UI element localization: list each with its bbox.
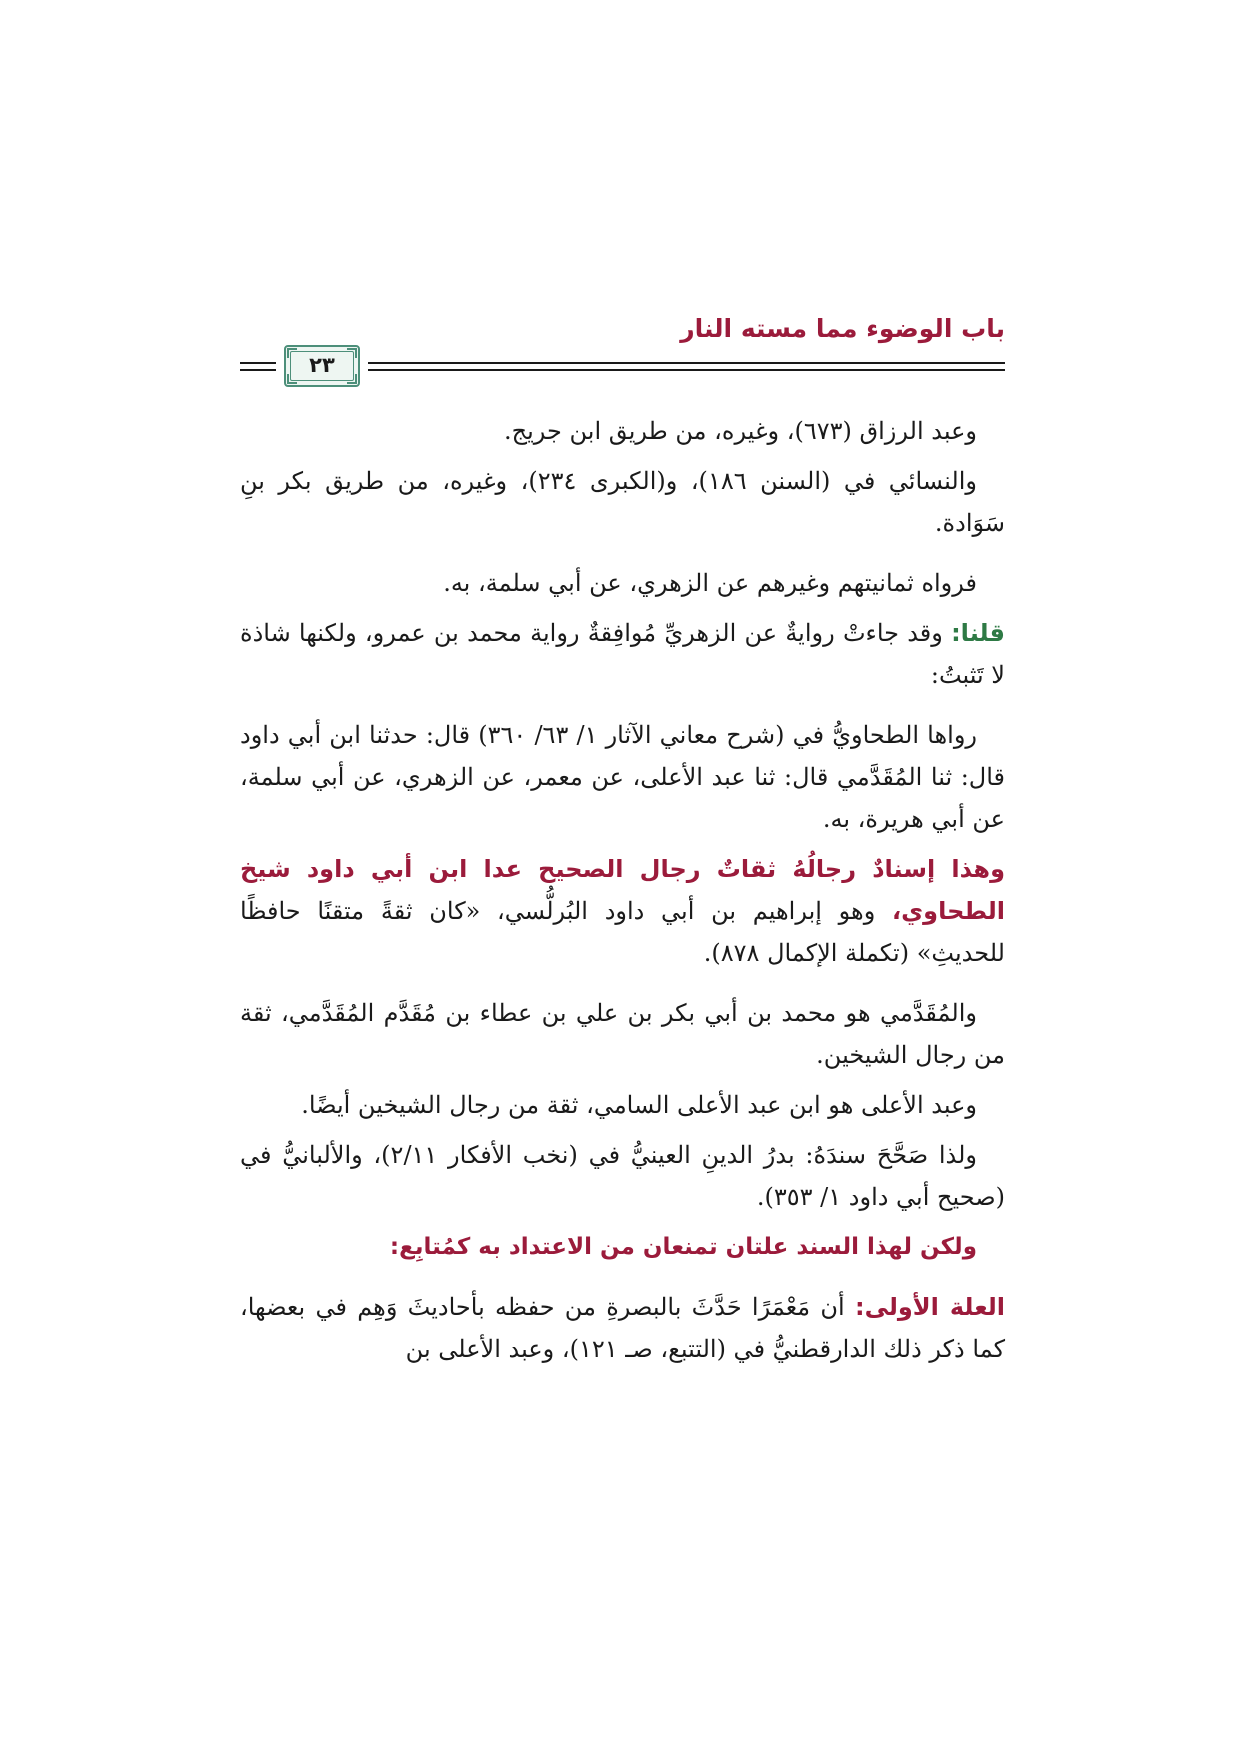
qulna-label: قلنا:: [951, 619, 1005, 647]
header-rule: [368, 369, 1005, 371]
header-rule: [368, 362, 1005, 364]
paragraph: وعبد الأعلى هو ابن عبد الأعلى السامي، ثقة من رجال الشيخين أيضًا.: [301, 1091, 977, 1119]
page-number-badge: [284, 345, 360, 387]
page-header: [240, 300, 1005, 390]
paragraph: ولذا صَحَّحَ سندَهُ: بدرُ الدينِ العينيُّ في (نخب الأفكار ٢/١١)، والألبانيُّ في (صحيح أبي داود ١/ ٣٥٣).: [240, 1141, 1005, 1211]
section-heading: ولكن لهذا السند علتان تمنعان من الاعتداد به كمُتابِع:: [389, 1234, 977, 1260]
paragraph: رواها الطحاويُّ في (شرح معاني الآثار ١/ ٦٣/ ٣٦٠) قال: حدثنا ابن أبي داود قال: ثنا المُقَدَّمي قال: ثنا عبد الأعلى، عن معمر، عن الزهري، عن أبي سلمة، عن أبي هريرة، به.: [240, 721, 1006, 833]
header-rule: [240, 362, 276, 364]
illa-label: العلة الأولى:: [854, 1293, 1006, 1321]
paragraph: فرواه ثمانيتهم وغيرهم عن الزهري، عن أبي سلمة، به.: [443, 569, 977, 597]
paragraph: [240, 612, 1005, 696]
page-body: [240, 410, 1005, 1370]
paragraph: [240, 1286, 1005, 1370]
paragraph-text: وهو إبراهيم بن أبي داود البُرلُّسي، «كان ثقةً متقنًا حافظًا للحديثِ» (تكملة الإكمال ٨٧٨).: [240, 897, 1005, 967]
paragraph-text: أن مَعْمَرًا حَدَّثَ بالبصرةِ من حفظه بأحاديثَ وَهِم في بعضها، كما ذكر ذلك الدارقطنيُّ في (التتبع، صـ ١٢١)، وعبد الأعلى بن: [240, 1293, 1005, 1363]
paragraph-text: وقد جاءتْ روايةٌ عن الزهريِّ مُوافِقةٌ رواية محمد بن عمرو، ولكنها شاذة لا تَثبتُ:: [240, 619, 1005, 689]
emphasis-text: وهذا إسنادٌ رجالُهُ ثقاتٌ رجال الصحيح عدا ابن أبي داود شيخ الطحاوي،: [240, 855, 1005, 925]
header-rule: [240, 369, 276, 371]
paragraph: والنسائي في (السنن ١٨٦)، و(الكبرى ٢٣٤)، وغيره، من طريق بكر بنِ سَوَادة.: [240, 467, 1005, 537]
paragraph: وعبد الرزاق (٦٧٣)، وغيره، من طريق ابن جريج.: [503, 417, 977, 445]
paragraph: والمُقَدَّمي هو محمد بن أبي بكر بن علي بن عطاء بن مُقَدَّم المُقَدَّمي، ثقة من رجال الشيخين.: [240, 999, 1005, 1069]
page-number: ٢٣: [309, 353, 335, 377]
chapter-title: باب الوضوء مما مسته النار: [680, 314, 1005, 343]
paragraph: [240, 848, 1005, 974]
